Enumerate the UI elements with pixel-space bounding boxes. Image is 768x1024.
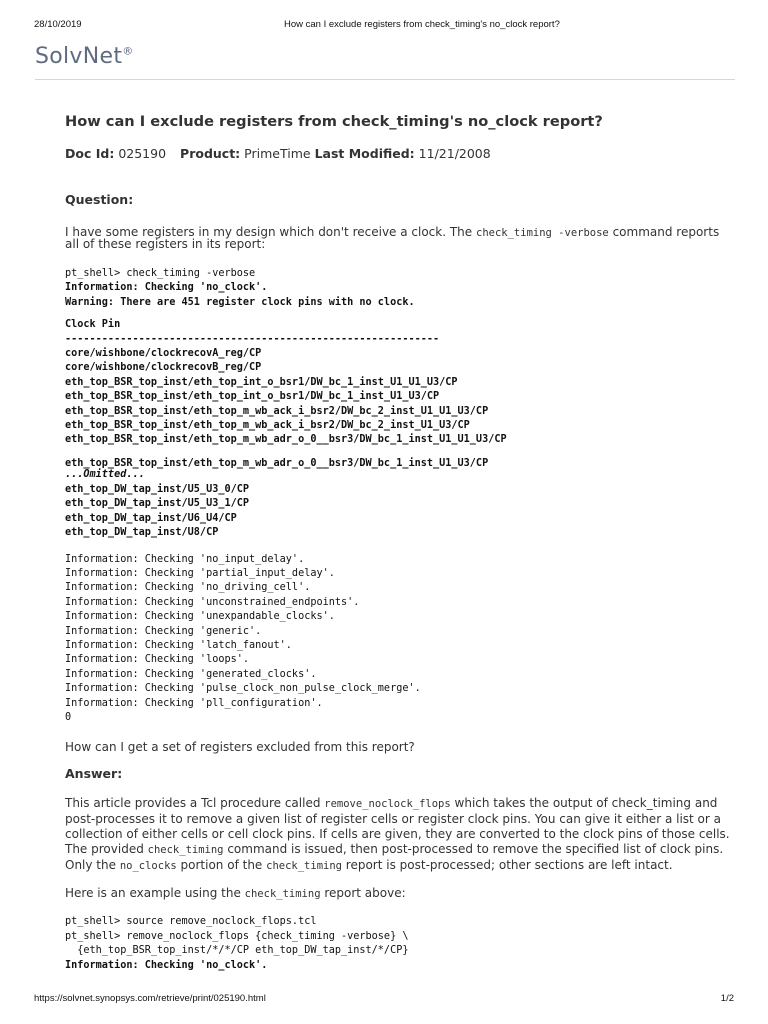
print-footer: [34, 993, 734, 1007]
print-header: [34, 19, 734, 33]
info-line: Information: Checking 'latch_fanout'.: [65, 639, 292, 651]
page-number: 1/2: [720, 993, 734, 1004]
answer-text: which takes the output of check_timing and post-processes it to remove a given list of register cells or register clock pins. You can give it either a list or a collection of either cells or cell clock pins. If cells are given, they are converted to the clock pins of those cells. The provided: [65, 796, 730, 857]
return-value: 0: [65, 711, 72, 723]
example-cmd-line: pt_shell> source remove_noclock_flops.tcl: [65, 916, 317, 928]
pin-line: eth_top_BSR_top_inst/eth_top_m_wb_adr_o_0__bsr3/DW_bc_1_inst_U1_U3/CP: [65, 457, 489, 469]
example-text: report above:: [320, 886, 406, 901]
answer-text: report is post-processed; other sections are left intact.: [341, 858, 673, 873]
clock-pin-list: [65, 318, 733, 448]
question-intro-text-2: command reports all of these registers in its report:: [65, 225, 720, 251]
pin-line: eth_top_BSR_top_inst/eth_top_int_o_bsr1/DW_bc_1_inst_U1_U3/CP: [65, 391, 440, 403]
pin-line: eth_top_DW_tap_inst/U5_U3_0/CP: [65, 483, 250, 495]
clock-pin-dashes: -------------------------------------------------------------: [65, 333, 440, 345]
product-label: Product:: [180, 146, 241, 161]
pin-line: eth_top_BSR_top_inst/eth_top_int_o_bsr1/DW_bc_1_inst_U1_U1_U3/CP: [65, 376, 458, 388]
info-line: Information: Checking 'no_input_delay'.: [65, 553, 305, 565]
last-modified-label: Last Modified:: [314, 146, 415, 161]
example-text: Here is an example using the: [65, 886, 245, 901]
pin-line: eth_top_BSR_top_inst/eth_top_m_wb_adr_o_0__bsr3/DW_bc_1_inst_U1_U1_U3/CP: [65, 434, 507, 446]
info-line: Information: Checking 'unexpandable_clocks'.: [65, 611, 335, 623]
answer-paragraph: [65, 796, 733, 874]
pin-line: eth_top_DW_tap_inst/U5_U3_1/CP: [65, 498, 250, 510]
info-line: Information: Checking 'partial_input_delay'.: [65, 567, 335, 579]
product-value: PrimeTime: [244, 146, 311, 161]
article-content: [65, 112, 733, 973]
pin-line: eth_top_DW_tap_inst/U6_U4/CP: [65, 512, 237, 524]
clock-pin-list-continued: [65, 458, 733, 480]
pin-line: eth_top_BSR_top_inst/eth_top_m_wb_ack_i_bsr2/DW_bc_2_inst_U1_U1_U3/CP: [65, 405, 489, 417]
cmd-line: pt_shell> check_timing -verbose: [65, 268, 256, 279]
solvnet-logo[interactable]: [35, 44, 134, 69]
info-line: Information: Checking 'loops'.: [65, 654, 250, 666]
pin-line: core/wishbone/clockrecovB_reg/CP: [65, 362, 262, 374]
info-no-clock-line: Information: Checking 'no_clock'.: [65, 282, 268, 294]
check-timing-output-head: [65, 267, 733, 310]
example-code: check_timing: [244, 888, 321, 901]
answer-heading: Answer:: [65, 766, 123, 782]
info-line: Information: Checking 'no_driving_cell'.: [65, 582, 311, 594]
article-meta: [65, 146, 733, 162]
last-modified-value: 11/21/2008: [418, 146, 491, 161]
info-line: Information: Checking 'generic'.: [65, 625, 262, 637]
pin-line: core/wishbone/clockrecovA_reg/CP: [65, 348, 262, 360]
example-cmd-line: {eth_top_BSR_top_inst/*/*/CP eth_top_DW_tap_inst/*/CP}: [65, 945, 409, 957]
print-url[interactable]: https://solvnet.synopsys.com/retrieve/print/025190.html: [34, 993, 266, 1004]
logo-text: SolvNet: [35, 44, 123, 69]
example-intro: [65, 886, 733, 902]
pin-line: eth_top_DW_tap_inst/U8/CP: [65, 527, 219, 539]
answer-code: check_timing: [147, 844, 224, 857]
print-date: 28/10/2019: [34, 19, 82, 30]
follow-up-question: How can I get a set of registers excluded from this report?: [65, 740, 415, 755]
example-commands: [65, 915, 733, 973]
example-cmd-line: pt_shell> remove_noclock_flops {check_timing -verbose} \: [65, 930, 409, 942]
question-heading: Question:: [65, 192, 134, 207]
answer-text: portion of the: [176, 858, 267, 873]
answer-code: remove_noclock_flops: [324, 798, 451, 811]
info-line: Information: Checking 'pulse_clock_non_pulse_clock_merge'.: [65, 683, 421, 695]
question-intro-code: check_timing -verbose: [476, 227, 609, 239]
header-divider: [35, 79, 735, 80]
print-title: How can I exclude registers from check_timing's no_clock report?: [284, 19, 560, 30]
example-info-line: Information: Checking 'no_clock'.: [65, 959, 268, 971]
info-line: Information: Checking 'unconstrained_endpoints'.: [65, 596, 360, 608]
answer-text: This article provides a Tcl procedure called: [65, 796, 325, 811]
logo-registered-mark: ®: [122, 44, 134, 58]
info-line: Information: Checking 'pll_configuration'.: [65, 697, 323, 709]
question-intro-text-1: I have some registers in my design which don't receive a clock. The: [65, 225, 476, 239]
clock-pin-header: Clock Pin: [65, 319, 121, 331]
question-intro: [65, 227, 733, 250]
omitted-marker: ...Omitted...: [65, 468, 145, 480]
warning-line: Warning: There are 451 register clock pins with no clock.: [65, 296, 415, 308]
doc-id-label: Doc Id:: [65, 146, 115, 161]
check-timing-info-lines: [65, 553, 733, 726]
doc-id-value: 025190: [118, 146, 167, 161]
article-title: How can I exclude registers from check_timing's no_clock report?: [65, 113, 603, 130]
clock-pin-list-tail: [65, 483, 733, 541]
answer-code: check_timing: [266, 860, 342, 873]
answer-code: no_clocks: [119, 860, 177, 873]
answer-text: command is issued, then post-processed to remove the specified list of clock pins. Only the: [65, 842, 724, 873]
pin-line: eth_top_BSR_top_inst/eth_top_m_wb_ack_i_bsr2/DW_bc_2_inst_U1_U3/CP: [65, 420, 470, 432]
info-line: Information: Checking 'generated_clocks'.: [65, 668, 317, 680]
